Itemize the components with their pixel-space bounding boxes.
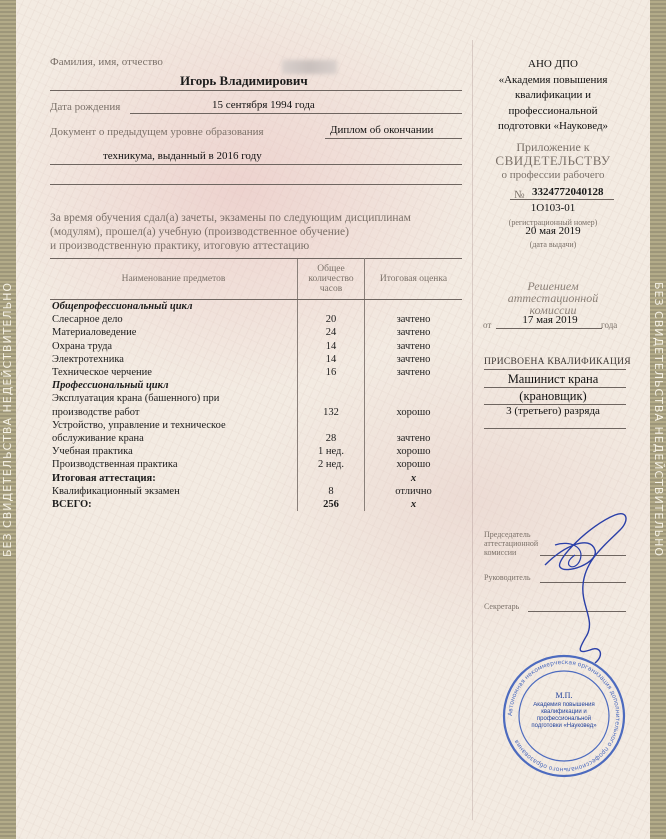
org-line2: «Академия повышения [498, 73, 608, 86]
commission-line2: аттестационной [507, 291, 599, 305]
cell-grade: зачтено [396, 367, 431, 379]
prev-edu-underline3 [50, 184, 462, 185]
appendix-line3: о профессии рабочего [501, 169, 605, 181]
commission-year: года [601, 320, 618, 330]
cell-grade [365, 392, 463, 405]
cert-no-label: № [514, 189, 525, 201]
col-hours-header: Общее количество часов [298, 259, 365, 300]
stamp-mp: М.П. [555, 691, 573, 700]
cell-grade: зачтено [396, 340, 431, 352]
cell-subject: Квалификационный экзамен [52, 485, 180, 497]
table-row [50, 472, 462, 485]
cell-subject: Общепрофессиональный цикл [52, 301, 193, 312]
table-row [50, 313, 462, 326]
cell-hours [298, 300, 365, 314]
issue-label: (дата выдачи) [529, 240, 577, 249]
commission-date-underline [496, 328, 602, 329]
qualification-underline0 [484, 369, 626, 370]
column-divider [472, 40, 473, 820]
cell-hours: 8 [298, 485, 365, 498]
cell-grade: хорошо [396, 446, 431, 458]
cell-subject: Материаловедение [52, 327, 137, 339]
intro-line3: и производственную практику, итоговую аттестацию [50, 240, 310, 252]
right-border-text: БЕЗ СВИДЕТЕЛЬСТВА НЕДЕЙСТВИТЕЛЬНО [652, 281, 665, 558]
redacted-surname [282, 60, 337, 74]
table-row [50, 445, 462, 458]
cell-subject: Профессиональный цикл [52, 380, 169, 392]
table-row [50, 419, 462, 432]
cell-subject: Устройство, управление и техническое [52, 419, 226, 431]
commission-line1: Решением [527, 279, 579, 293]
stamp-ring-text: Автономная некоммерческая организация дополнительного профессионального образования [506, 658, 622, 774]
cell-grade: x [410, 472, 417, 484]
table-row [50, 353, 462, 366]
qualification-underline1 [484, 387, 626, 388]
cell-hours [298, 392, 365, 405]
cell-subject: Эксплуатация крана (башенного) при [52, 393, 220, 405]
chair-label: Председатель аттестационной комиссии [484, 530, 539, 557]
table-row [50, 340, 462, 353]
qualification-underline3 [484, 428, 626, 429]
cell-grade: зачтено [396, 433, 431, 445]
cell-subject: Охрана труда [52, 340, 113, 352]
cell-grade: зачтено [396, 353, 431, 365]
intro-line2: (модулям), прошел(а) учебную (производственное обучение) [50, 226, 349, 238]
cell-grade: зачтено [396, 327, 431, 339]
cell-grade: отлично [395, 485, 432, 497]
cell-subject: Техническое черчение [52, 367, 152, 379]
table-row [50, 498, 462, 511]
cell-grade: зачтено [396, 314, 431, 326]
subjects-body [50, 300, 462, 512]
official-stamp [502, 654, 626, 778]
left-border-text: БЕЗ СВИДЕТЕЛЬСТВА НЕДЕЙСТВИТЕЛЬНО [1, 281, 14, 558]
intro-line1: За время обучения сдал(а) зачеты, экзамены по следующим дисциплинам [50, 212, 411, 224]
cell-subject: Электротехника [52, 353, 124, 365]
secretary-label: Секретарь [484, 602, 520, 611]
prev-edu-underline1 [325, 138, 462, 139]
cell-hours: 14 [298, 340, 365, 353]
table-row [50, 432, 462, 445]
appendix-title [478, 140, 628, 182]
cell-hours: 14 [298, 353, 365, 366]
commission-from: от [483, 320, 492, 330]
name-underline [50, 90, 462, 91]
table-row [50, 300, 462, 314]
birth-underline [130, 113, 462, 114]
head-label: Руководитель [484, 573, 531, 582]
qualification-label: ПРИСВОЕНА КВАЛИФИКАЦИЯ [484, 357, 631, 367]
table-row [50, 326, 462, 339]
qualification-line2: (крановщик) [519, 389, 587, 403]
birth-date: 15 сентября 1994 года [212, 99, 315, 111]
reg-label: (регистрационный номер) [508, 218, 598, 227]
cell-subject: Производственная практика [52, 459, 178, 471]
org-line3: квалификации и [514, 89, 592, 101]
org-block [480, 57, 626, 135]
cell-subject: Учебная практика [52, 446, 133, 458]
cert-number: 3324772040128 [532, 186, 604, 198]
table-header [50, 259, 462, 300]
cell-hours: 24 [298, 326, 365, 339]
cell-hours: 132 [298, 406, 365, 419]
cell-grade [365, 379, 463, 392]
prev-edu-line1: Диплом об окончании [330, 124, 434, 136]
org-line4: профессиональной [508, 104, 598, 117]
cell-grade [365, 300, 463, 314]
holder-name: Игорь Владимирович [180, 73, 308, 88]
stamp-center-text: Академия повышения квалификации и профессиональной подготовки «Науковед» [531, 702, 597, 729]
cell-hours [298, 419, 365, 432]
cell-hours [298, 472, 365, 485]
cell-grade: хорошо [396, 406, 431, 418]
fio-label: Фамилия, имя, отчество [50, 56, 163, 68]
commission-date: 17 мая 2019 [522, 314, 578, 326]
org-line5: подготовки «Науковед» [497, 120, 609, 132]
table-row [50, 485, 462, 498]
cell-subject: обслуживание крана [52, 433, 144, 445]
col-subject-header: Наименование предметов [50, 259, 298, 300]
cell-grade [365, 419, 463, 432]
prev-edu-line2: техникума, выданный в 2016 году [103, 150, 262, 162]
cell-hours: 2 нед. [298, 458, 365, 471]
cell-hours: 256 [298, 498, 365, 511]
col-grade-header: Итоговая оценка [365, 259, 463, 300]
commission-block [480, 280, 626, 316]
reg-number: 1О103-01 [530, 202, 576, 214]
table-row [50, 458, 462, 471]
cell-grade: хорошо [396, 459, 431, 471]
qualification-line1: Машинист крана [507, 372, 599, 386]
cell-subject: Слесарное дело [52, 314, 123, 326]
table-row [50, 392, 462, 405]
qualification-line3: 3 (третьего) разряда [506, 405, 600, 417]
intro-text [50, 211, 411, 253]
table-row [50, 406, 462, 419]
cell-hours: 16 [298, 366, 365, 379]
subjects-table [50, 258, 462, 511]
cell-hours [298, 379, 365, 392]
birth-label: Дата рождения [50, 101, 121, 113]
cell-hours: 20 [298, 313, 365, 326]
issue-date: 20 мая 2019 [525, 225, 581, 237]
prev-edu-label: Документ о предыдущем уровне образования [50, 126, 264, 138]
cell-grade: x [410, 499, 417, 511]
cell-hours: 28 [298, 432, 365, 445]
appendix-line1: Приложение к [516, 140, 590, 154]
prev-edu-underline2 [50, 164, 462, 165]
cell-subject: ВСЕГО: [52, 499, 92, 511]
cell-subject: Итоговая аттестация: [52, 472, 156, 484]
cell-hours: 1 нед. [298, 445, 365, 458]
cell-subject: производстве работ [52, 406, 140, 418]
org-line1: АНО ДПО [528, 58, 578, 70]
appendix-line2: СВИДЕТЕЛЬСТВУ [495, 153, 611, 168]
handwritten-signature-icon [535, 505, 635, 665]
table-row [50, 379, 462, 392]
cert-number-underline [510, 199, 614, 200]
commission-line3: комиссии [529, 303, 577, 317]
table-row [50, 366, 462, 379]
